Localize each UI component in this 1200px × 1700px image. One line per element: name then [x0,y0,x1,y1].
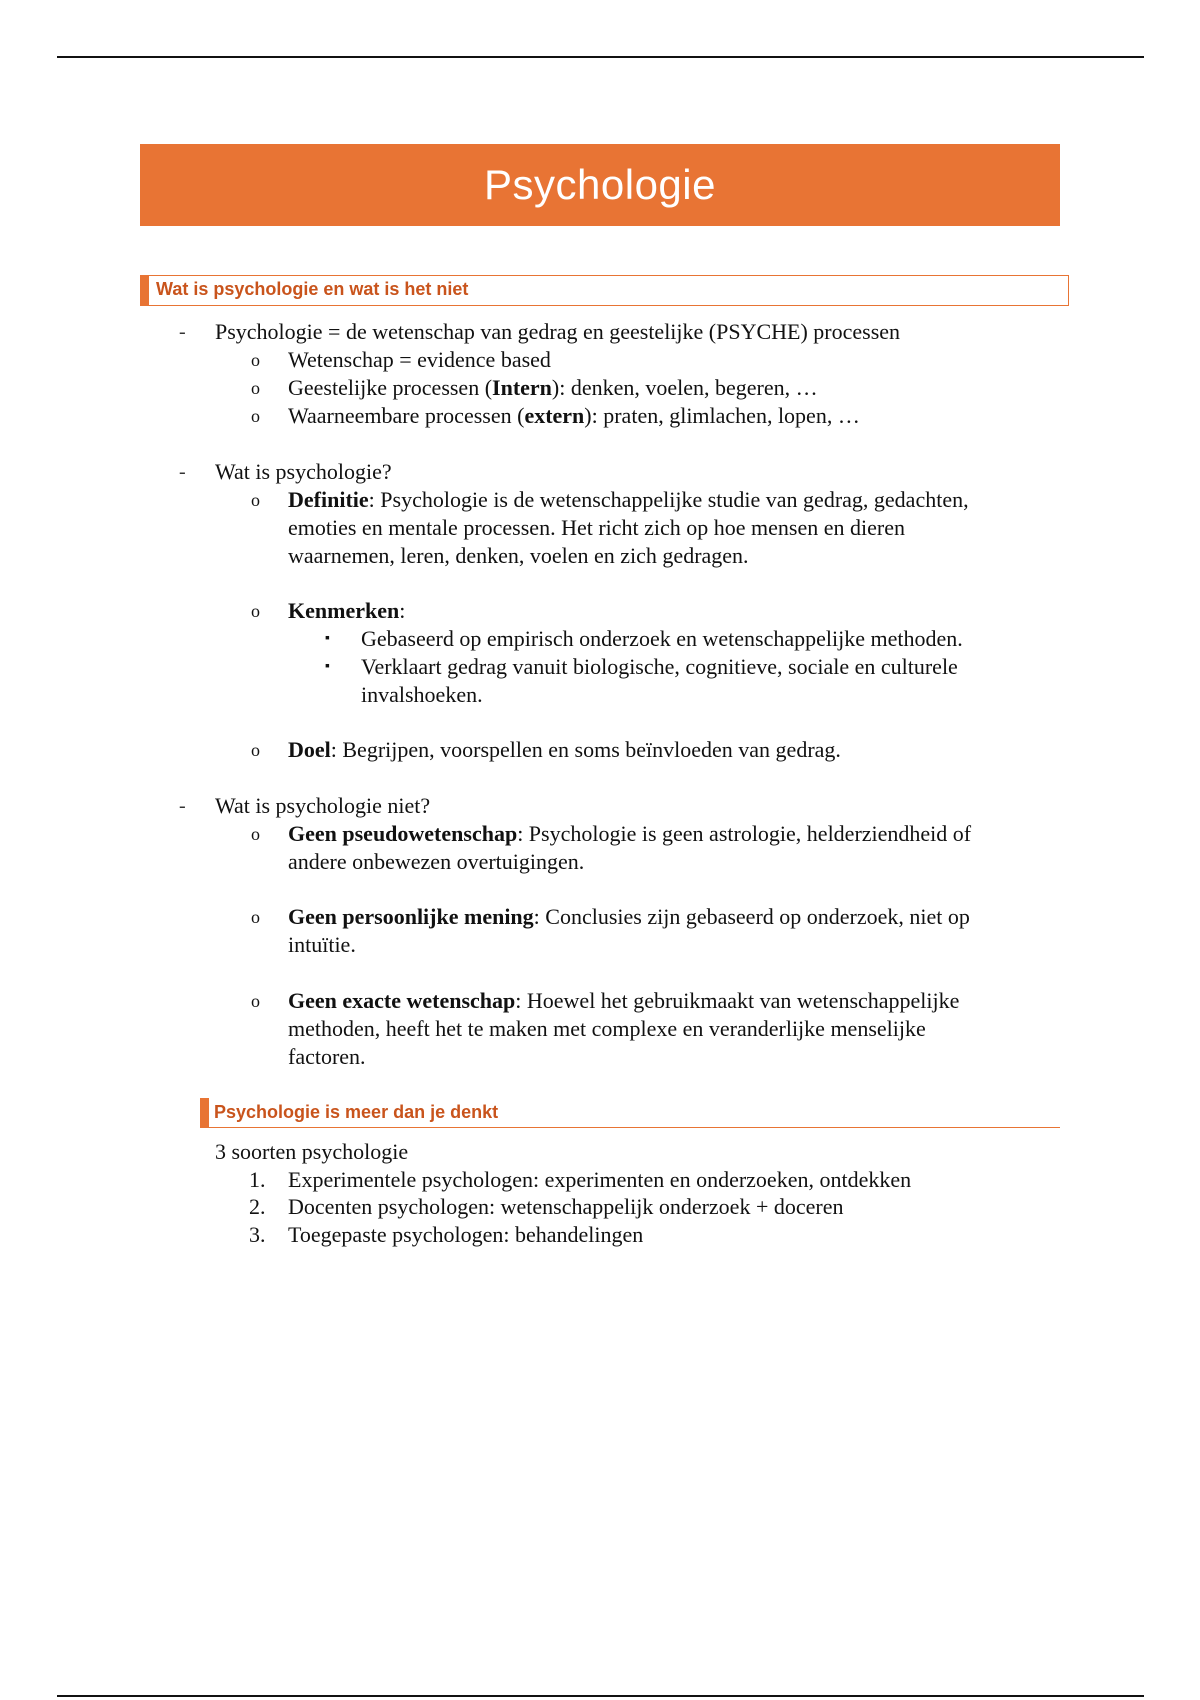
list-number: 2. [249,1194,266,1219]
circle-bullet: o [251,907,260,927]
dash-bullet: - [179,795,186,817]
list-number: 3. [249,1222,266,1247]
section-heading-meer-dan-je-denkt: Psychologie is meer dan je denkt [200,1098,1060,1128]
circle-bullet: o [251,601,260,621]
geen-persoonlijke-mening-line-1: Geen persoonlijke mening: Conclusies zijn gebaseerd op onderzoek, niet op [288,904,970,929]
kenmerk-2-line-1: Verklaart gedrag vanuit biologische, cognitieve, sociale en culturele [361,654,958,679]
section-heading-wat-is-psychologie: Wat is psychologie en wat is het niet [140,275,1069,306]
dash-bullet: - [179,461,186,483]
top-rule [57,56,1144,58]
list-item: Docenten psychologen: wetenschappelijk onderzoek + doceren [288,1194,844,1219]
kenmerk-2-line-2: invalshoeken. [361,682,483,707]
circle-bullet: o [251,406,260,426]
geen-persoonlijke-mening-line-2: intuïtie. [288,932,356,957]
circle-bullet: o [251,350,260,370]
circle-bullet: o [251,991,260,1011]
bullet-definition-line: Psychologie = de wetenschap van gedrag en geestelijke (PSYCHE) processen [215,319,901,344]
soorten-intro: 3 soorten psychologie [215,1139,409,1164]
square-bullet: ▪ [325,659,330,674]
sub-item-wetenschap: Wetenschap = evidence based [288,347,551,372]
geen-pseudowetenschap-line-1: Geen pseudowetenschap: Psychologie is geen astrologie, helderziendheid of [288,821,972,846]
list-item: Toegepaste psychologen: behandelingen [288,1222,644,1247]
sub-item-waarneembare-processen: Waarneembare processen (extern): praten, glimlachen, lopen, … [288,403,860,428]
circle-bullet: o [251,824,260,844]
square-bullet: ▪ [325,631,330,646]
dash-bullet: - [179,321,186,343]
geen-exacte-wetenschap-line-2: methoden, heeft het te maken met complexe en veranderlijke menselijke [288,1016,926,1041]
list-item: Experimentele psychologen: experimenten en onderzoeken, ontdekken [288,1167,912,1192]
list-number: 1. [249,1167,266,1192]
kenmerken-label: Kenmerken: [288,598,406,623]
doel-line: Doel: Begrijpen, voorspellen en soms beïnvloeden van gedrag. [288,737,841,762]
bullet-wat-is-psychologie: Wat is psychologie? [215,459,392,484]
circle-bullet: o [251,378,260,398]
definitie-line-2: emoties en mentale processen. Het richt zich op hoe mensen en dieren [288,515,905,540]
geen-pseudowetenschap-line-2: andere onbewezen overtuigingen. [288,849,585,874]
circle-bullet: o [251,490,260,510]
definitie-line-1: Definitie: Psychologie is de wetenschappelijke studie van gedrag, gedachten, [288,487,969,512]
kenmerk-1: Gebaseerd op empirisch onderzoek en wetenschappelijke methoden. [361,626,963,651]
geen-exacte-wetenschap-line-3: factoren. [288,1044,366,1069]
bottom-rule [57,1695,1144,1697]
circle-bullet: o [251,740,260,760]
sub-item-geestelijke-processen: Geestelijke processen (Intern): denken, voelen, begeren, … [288,375,818,400]
bullet-wat-is-psychologie-niet: Wat is psychologie niet? [215,793,431,818]
definitie-line-3: waarnemen, leren, denken, voelen en zich gedragen. [288,543,749,568]
geen-exacte-wetenschap-line-1: Geen exacte wetenschap: Hoewel het gebruikmaakt van wetenschappelijke [288,988,960,1013]
page-title: Psychologie [140,144,1060,226]
